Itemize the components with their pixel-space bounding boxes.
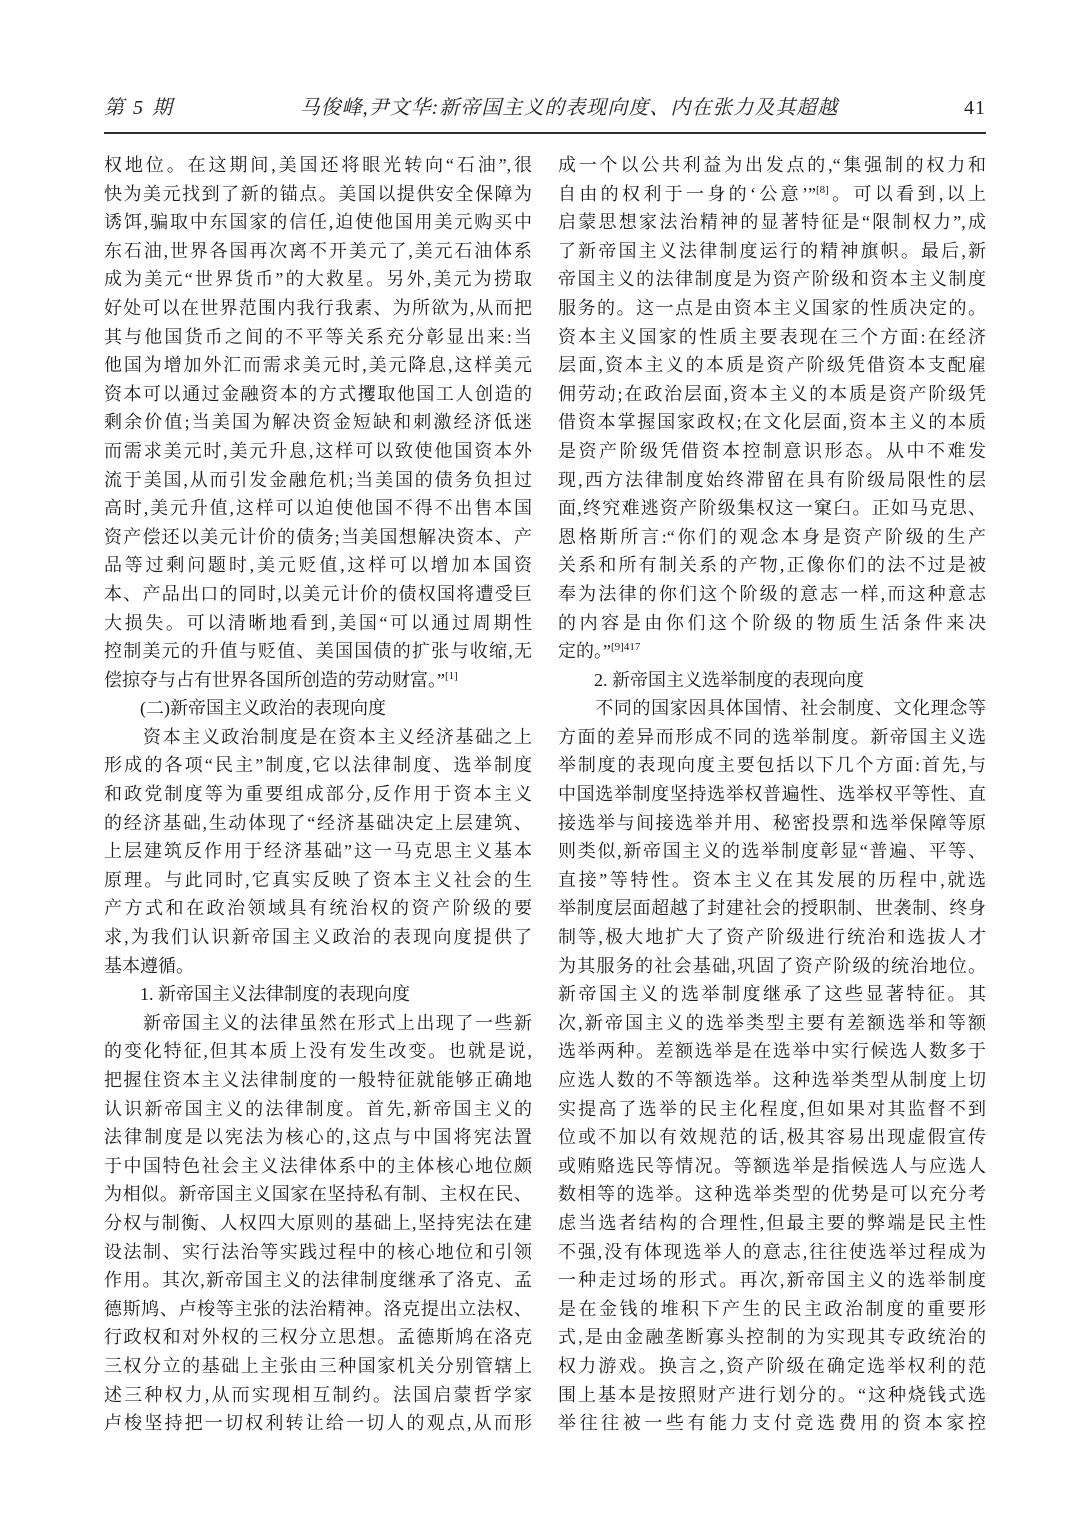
text-line: 流于美国,从而引发金融危机;当美国的债务负担过 [104, 469, 532, 490]
text-line: 中国选举制度坚持选举权普遍性、选举权平等性、直 [558, 784, 986, 805]
text-line: 三权分立的基础上主张由三种国家机关分别管辖上 [104, 1355, 532, 1376]
text-line: 次,新帝国主义的选举类型主要有差额选举和等额 [558, 1012, 986, 1033]
right-column [558, 151, 986, 1438]
text-line: 面,终究难逃资产阶级集权这一窠臼。正如马克思、 [558, 498, 986, 519]
text-line: 偿掠夺与占有世界各国所创造的劳动财富。”[1] [104, 669, 458, 690]
text-line: 法律制度是以宪法为核心的,这点与中国将宪法置 [104, 1127, 532, 1148]
text-line: 原理。与此同时,它真实反映了资本主义社会的生 [104, 869, 532, 890]
text-line: 大损失。可以清晰地看到,美国“可以通过周期性 [104, 612, 532, 633]
text-line: 关系和所有制关系的产物,正像你们的法不过是被 [558, 555, 986, 576]
text-line: 新帝国主义的选举制度继承了这些显著特征。其 [558, 984, 986, 1005]
text-line: 启蒙思想家法治精神的显著特征是“限制权力”,成 [558, 212, 986, 233]
text-line: 把握住资本主义法律制度的一般特征就能够正确地 [104, 1070, 532, 1090]
text-line: 于中国特色社会主义法律体系中的主体核心地位颇 [104, 1155, 532, 1176]
text-line: 德斯鸠、卢梭等主张的法治精神。洛克提出立法权、 [104, 1298, 532, 1319]
text-line: 实提高了选举的民主化程度,但如果对其监督不到 [558, 1098, 986, 1119]
left-column [104, 151, 532, 1438]
text-line: 举制度层面超越了封建社会的授职制、世袭制、终身 [558, 898, 986, 919]
text-line: 定的。”$^{[9]417}$ [558, 641, 641, 662]
text-line: 数相等的选举。这种选举类型的优势是可以充分考 [558, 1184, 986, 1205]
text-line: 不同的国家因具体国情、社会制度、文化理念等 [558, 698, 986, 719]
text-line: 虑当选者结构的合理性,但最主要的弊端是民主性 [558, 1212, 986, 1233]
text-line: 的变化特征,但其本质上没有发生改变。也就是说, [104, 1041, 532, 1062]
text-line: 述三种权力,从而实现相互制约。法国启蒙哲学家 [104, 1384, 532, 1405]
text-line: 2. 新帝国主义选举制度的表现向度 [558, 669, 864, 690]
text-line: 选举两种。差额选举是在选举中实行候选人数多于 [558, 1041, 986, 1062]
text-line: 举制度的表现向度主要包括以下几个方面:首先,与 [558, 755, 986, 776]
text-line: 的内容是由你们这个阶级的物质生活条件来决 [558, 612, 986, 633]
text-line: 直接”等特性。资本主义在其发展的历程中,就选 [558, 869, 986, 890]
text-line: 的经济基础,生动体现了“经济基础决定上层建筑、 [104, 812, 532, 833]
text-line: 帝国主义的法律制度是为资产阶级和资本主义制度 [558, 269, 986, 290]
text-line: 基本遵循。 [104, 955, 194, 976]
text-line: 控制美元的升值与贬值、美国国债的扩张与收缩,无 [104, 641, 532, 662]
text-line: 成为美元“世界货币”的大救星。另外,美元为捞取 [104, 269, 532, 290]
text-line: 为其服务的社会基础,巩固了资产阶级的统治地位。 [558, 955, 986, 976]
text-line: 新帝国主义的法律虽然在形式上出现了一些新 [104, 1012, 532, 1033]
text-line: 了新帝国主义法律制度运行的精神旗帜。最后,新 [558, 240, 986, 261]
text-line: 好处可以在世界范围内我行我素、为所欲为,从而把 [104, 297, 532, 318]
text-line: 本、产品出口的同时,以美元计价的债权国将遭受巨 [104, 583, 532, 604]
text-line: 产方式和在政治领域具有统治权的资产阶级的要 [104, 898, 532, 919]
text-line: 或贿赂选民等情况。等额选举是指候选人与应选人 [558, 1155, 986, 1176]
text-line: 资本主义政治制度是在资本主义经济基础之上 [104, 726, 532, 747]
text-line: 上层建筑反作用于经济基础”这一马克思主义基本 [104, 841, 532, 862]
text-line: 自由的权利于一身的‘公意’”[8]。可以看到,以上 [558, 183, 986, 204]
text-line: 认识新帝国主义的法律制度。首先,新帝国主义的 [104, 1098, 532, 1119]
text-line: 快为美元找到了新的锚点。美国以提供安全保障为 [104, 183, 532, 204]
text-line: 不强,没有体现选举人的意志,往往使选举过程成为 [558, 1241, 986, 1262]
text-line: 卢梭坚持把一切权利转让给一切人的观点,从而形 [104, 1413, 532, 1434]
text-line: 其与他国货币之间的不平等关系充分彰显出来:当 [104, 326, 532, 347]
text-line: 1. 新帝国主义法律制度的表现向度 [104, 984, 410, 1005]
text-line: 成一个以公共利益为出发点的,“集强制的权力和 [558, 155, 986, 175]
text-line: 应选人数的不等额选举。这种选举类型从制度上切 [558, 1070, 986, 1090]
text-line: 诱饵,骗取中东国家的信任,迫使他国用美元购买中 [104, 212, 532, 233]
text-line: 举往往被一些有能力支付竞选费用的资本家控 [558, 1413, 986, 1434]
text-line: 形成的各项“民主”制度,它以法律制度、选举制度 [104, 755, 532, 776]
text-line: 借资本掌握国家政权;在文化层面,资本主义的本质 [558, 412, 986, 433]
page-header [104, 94, 986, 122]
text-line: 而需求美元时,美元升息,这样可以致使他国资本外 [104, 440, 532, 461]
body-columns [104, 151, 986, 1438]
text-line: 则类似,新帝国主义的选举制度彰显“普遍、平等、 [558, 841, 986, 862]
text-line: 是在金钱的堆积下产生的民主政治制度的重要形 [558, 1298, 986, 1319]
text-line: (二)新帝国主义政治的表现向度 [104, 698, 386, 719]
text-line: 求,为我们认识新帝国主义政治的表现向度提供了 [104, 927, 532, 948]
text-line: 资产偿还以美元计价的债务;当美国想解决资本、产 [104, 526, 532, 547]
text-line: 层面,资本主义的本质是资产阶级凭借资本支配雇 [558, 355, 986, 376]
text-line: 是资产阶级凭借资本控制意识形态。从中不难发 [558, 440, 986, 461]
text-line: 和政党制度等为重要组成部分,反作用于资本主义 [104, 784, 532, 805]
text-line: 方面的差异而形成不同的选举制度。新帝国主义选 [558, 726, 986, 747]
text-line: 他国为增加外汇而需求美元时,美元降息,这样美元 [104, 355, 532, 376]
text-line: 现,西方法律制度始终滞留在具有阶级局限性的层 [558, 469, 986, 490]
text-line: 接选举与间接选举并用、秘密投票和选举保障等原 [558, 812, 986, 833]
text-line: 围上基本是按照财产进行划分的。“这种烧钱式选 [558, 1384, 986, 1405]
running-title: 马俊峰,尹文华:新帝国主义的表现向度、内在张力及其超越 [299, 97, 839, 119]
text-line: 恩格斯所言:“你们的观念本身是资产阶级的生产 [558, 526, 986, 547]
text-line: 高时,美元升值,这样可以迫使他国不得不出售本国 [104, 498, 532, 519]
text-line: 服务的。这一点是由资本主义国家的性质决定的。 [558, 297, 986, 318]
text-line: 权力游戏。换言之,资产阶级在确定选举权利的范 [558, 1355, 986, 1376]
text-line: 权地位。在这期间,美国还将眼光转向“石油”,很 [104, 155, 532, 175]
text-line: 资本可以通过金融资本的方式攫取他国工人创造的 [104, 383, 532, 404]
text-line: 奉为法律的你们这个阶级的意志一样,而这种意志 [558, 583, 986, 604]
issue-label: 第 5 期 [104, 97, 174, 119]
text-line: 设法制、实行法治等实践过程中的核心地位和引领 [104, 1241, 532, 1262]
text-line: 资本主义国家的性质主要表现在三个方面:在经济 [558, 326, 986, 347]
text-line: 式,是由金融垄断寡头控制的为实现其专政统治的 [558, 1327, 986, 1348]
text-line: 剩余价值;当美国为解决资金短缺和刺激经济低迷 [104, 412, 532, 433]
text-line: 一种走过场的形式。再次,新帝国主义的选举制度 [558, 1270, 986, 1291]
text-line: 品等过剩问题时,美元贬值,这样可以增加本国资 [104, 555, 532, 576]
text-line: 为相似。新帝国主义国家在坚持私有制、主权在民、 [104, 1184, 532, 1205]
text-line: 佣劳动;在政治层面,资本主义的本质是资产阶级凭 [558, 383, 986, 404]
header-rule [104, 132, 986, 134]
page-number: 41 [964, 97, 986, 119]
text-line: 作用。其次,新帝国主义的法律制度继承了洛克、孟 [104, 1270, 532, 1291]
text-line: 东石油,世界各国再次离不开美元了,美元石油体系 [104, 240, 532, 261]
text-line: 分权与制衡、人权四大原则的基础上,坚持宪法在建 [104, 1212, 532, 1233]
text-line: 制等,极大地扩大了资产阶级进行统治和选拔人才 [558, 927, 986, 948]
text-line: 行政权和对外权的三权分立思想。孟德斯鸠在洛克 [104, 1327, 532, 1348]
text-line: 位或不加以有效规范的话,极其容易出现虚假宣传 [558, 1127, 986, 1148]
